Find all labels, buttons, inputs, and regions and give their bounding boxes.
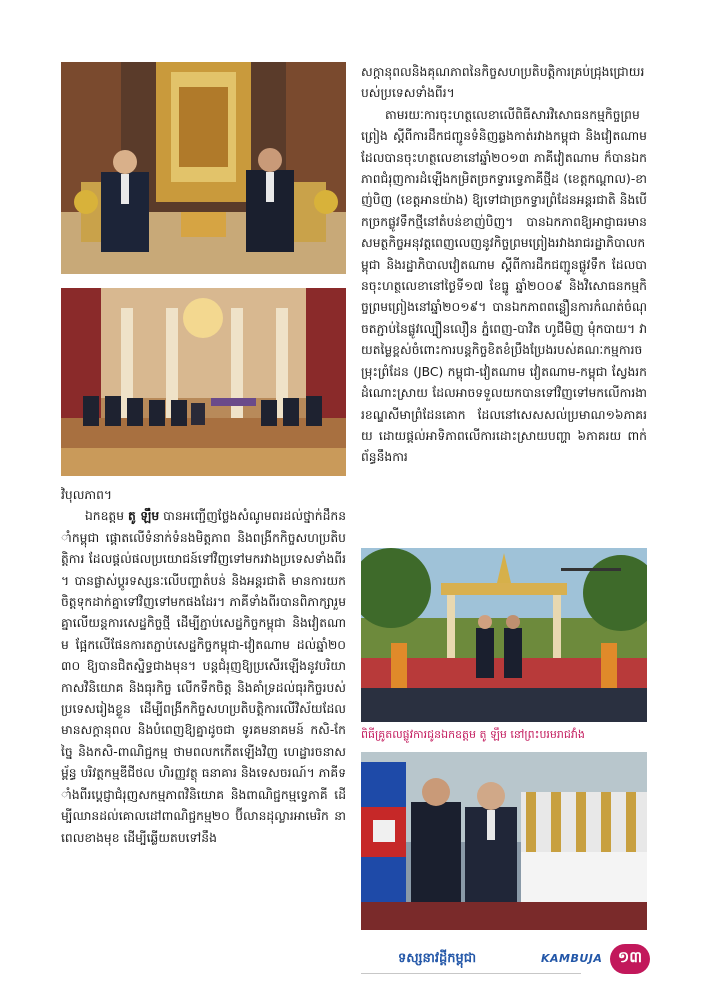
photo-welcome-ceremony bbox=[361, 548, 647, 722]
footer-magazine-title: ទស្សនាវដ្ដីកម្ពុជា bbox=[398, 951, 477, 966]
photo-meeting-royal-throne bbox=[61, 62, 346, 274]
paragraph-talks: ឯកឧត្ដម តូ ឡឹម បានអញ្ជើញថ្លែងសំណូមពរដល់ថ្នាក់ដឹកនាំកម្ពុជា ផ្ដោតលើទំនាក់ទំនងមិត្តភាព និងពង្រីកកិច្ចសហប្រតិបត្តិការ ដែលផ្តល់ផលប្រយោជន៍ទៅវិញទៅមករវាងប្រទេសទាំងពីរ។ បានផ្លាស់ប្តូរទស្សនៈលើបញ្ហាតំបន់ និងអន្តរជាតិ មានការយកចិត្តទុកដាក់គ្នាទៅវិញទៅមកផងដែរ។ ភាគីទាំងពីរបានពិភាក្សារួមគ្នាលើយន្តការសេដ្ឋកិច្ចថ្មី ដើម្បីភ្ជាប់សេដ្ឋកិច្ចកម្ពុជា និងវៀតណាម ផ្អែកលើផែនការតភ្ជាប់សេដ្ឋកិច្ចកម្ពុជា-វៀតណាម ដល់ឆ្នាំ២០៣០ ឱ្យបានជិតស្និទ្ធជាងមុន។ បន្តជំរុញឱ្យប្រសើរឡើងនូវបរិយាកាសវិនិយោគ និងធុរកិច្ច លើកទឹកចិត្ត និងគាំទ្រដល់ធុរកិច្ចរបស់ប្រទេសរៀងខ្លួន ដើម្បីពង្រីកកិច្ចសហប្រតិបត្តិការលើវិស័យដែលមានសក្ដានុពល និងបំពេញឱ្យគ្នាដូចជា ទូរគមនាគមន៍ កសិ-កែច្នៃ និងកសិ-ពាណិជ្ជកម្ម ថាមពលកកើតឡើងវិញ ហេដ្ឋារចនាសម្ព័ន្ធ បរិវត្តកម្មឌីជីថល ហិរញ្ញវត្ថុ ធនាគារ និងទេសចរណ៍។ ភាគីទាំងពីរប្តេជ្ញាជំរុញសកម្មភាពវិនិយោគ និងពាណិជ្ជកម្មទ្វេភាគី ដើម្បីឈានដល់គោលដៅពាណិជ្ជកម្ម២០ ប៊ីលានដុល្លារអាមេរិក នាពេលខាងមុខ ដើម្បីឆ្លើយតបទៅនឹង bbox=[61, 509, 346, 845]
photo-guard-of-honor bbox=[361, 752, 647, 930]
article-column-right bbox=[361, 62, 647, 540]
paragraph-continuation: វិបុលភាព។ bbox=[61, 488, 113, 502]
footer-divider bbox=[361, 973, 581, 974]
article-column-left bbox=[61, 485, 346, 945]
photo-delegation-meeting-hall bbox=[61, 288, 346, 476]
photo-caption: ពិធីគ្រូតលផ្លូវការជូនឯកឧត្ដម តូ ឡឹម នៅព្រះបរមរាជវាំង bbox=[361, 728, 585, 741]
footer-brand: KAMBUJA bbox=[541, 952, 603, 965]
highlight-name: តូ ឡឹម bbox=[128, 509, 160, 524]
paragraph-continuation: សក្ដានុពលនិងគុណភាពនៃកិច្ចសហប្រតិបត្តិការគ្រប់ជ្រុងជ្រោយរបស់ប្រទេសទាំងពីរ។ bbox=[361, 65, 645, 101]
page-number-badge: ១៣ bbox=[610, 944, 650, 974]
paragraph-agreements: តាមរយៈការចុះហត្ថលេខាលើពិធីសារវិសោធនកម្មកិច្ចព្រមព្រៀង ស្តីពីការដឹកជញ្ជូនទំនិញឆ្លងកាត់រវាងកម្ពុជា និងវៀតណាម ដែលបានចុះហត្ថលេខានៅឆ្នាំ២០១៣ ភាគីវៀតណាម ក៏បានឯកភាពជំរុញការដំឡើងកម្រិតច្រកទ្វារទ្វេភាគីថ្មីដ (ខេត្តកណ្ដាល)-ខាញ់បិញ (ខេត្តអានយ៉ាង) ឱ្យទៅជាច្រកទ្វារព្រំដែនអន្តរជាតិ និងបើកច្រកផ្លូវទឹកថ្មីនៅតំបន់ខាញ់បិញ។ បានឯកភាពឱ្យអាជ្ញាធរមានសមត្ថកិច្ចអនុវត្តពេញលេញនូវកិច្ចព្រមព្រៀងរវាងរាជរដ្ឋាភិបាលកម្ពុជា និងរដ្ឋាភិបាលវៀតណាម ស្ដីពីការដឹកជញ្ជូនផ្លូវទឹក ដែលបានចុះហត្ថលេខានៅថ្ងៃទី១៧ ខែធ្នូ ឆ្នាំ២០០៩ និងវិសោធនកម្មកិច្ចព្រមព្រៀងនៅឆ្នាំ២០១៩។ បានឯកភាពពន្លឿនការកំណត់ចំណុចតភ្ជាប់នៃផ្លូវល្បឿនលឿន ភ្នំពេញ-បាវិត ហូជីមិញ មុំកបាយ។ វាយតម្លៃខ្ពស់ចំពោះការបន្តកិច្ចខិតខំប្រឹងប្រែងរបស់គណៈកម្មការចម្រុះព្រំដែន (JBC) កម្ពុជា-វៀតណាម វៀតណាម-កម្ពុជា ស្វែងរកដំណោះស្រាយ ដែលអាចទទួលយកបានទៅវិញទៅមកលើការងារខណ្ឌសីមាព្រំដែនគោក ដែលនៅសេសសល់ប្រមាណ១៦ភាគរយ ដោយផ្ដល់អាទិភាពលើការដោះស្រាយបញ្ហា ៦ភាគរយ ពាក់ព័ន្ធនឹងការ bbox=[361, 107, 647, 465]
